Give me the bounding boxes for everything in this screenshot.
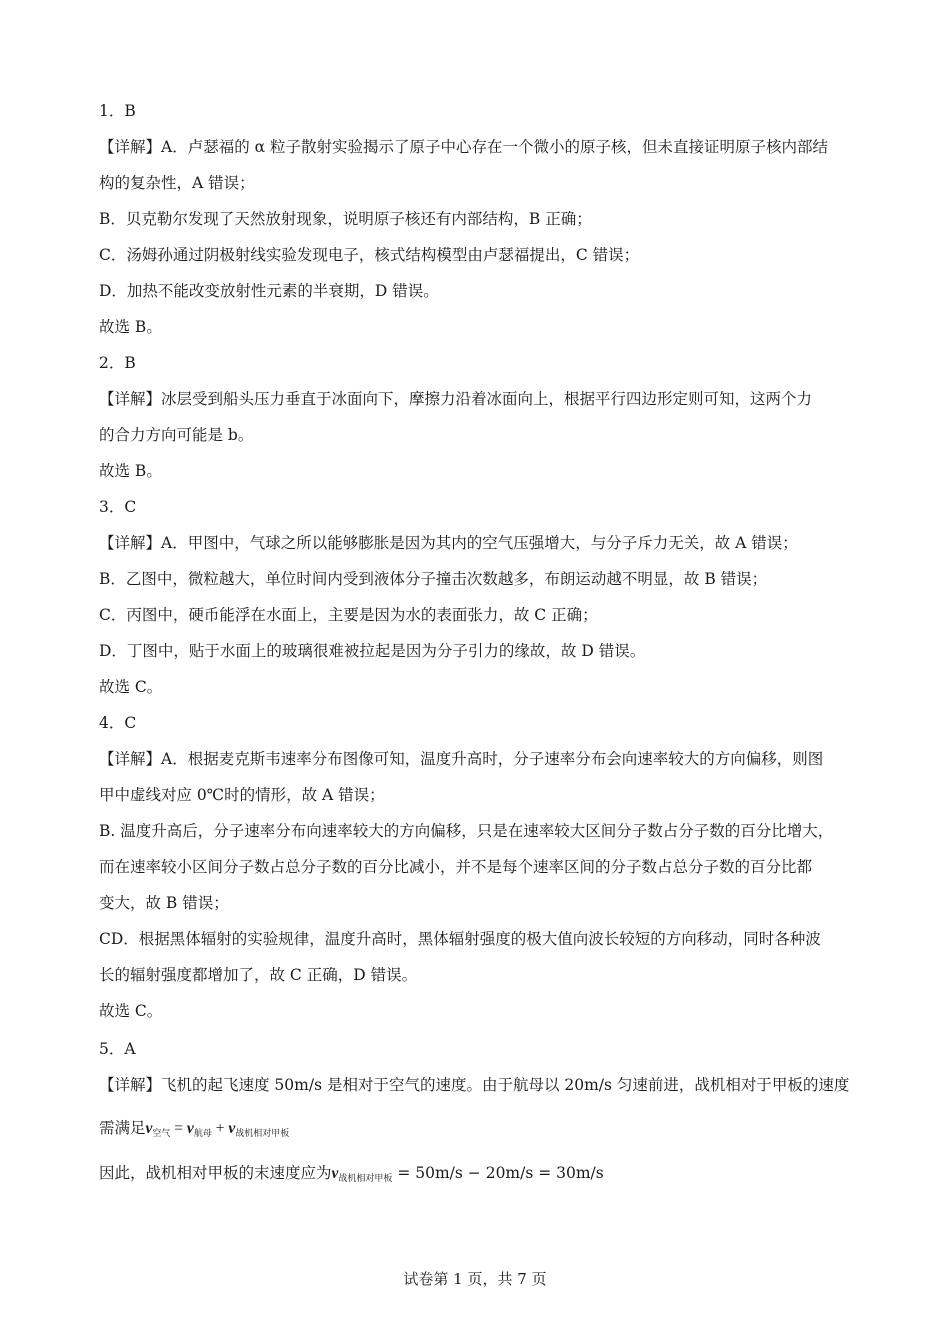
answer-2-explanation-line-1: 【详解】冰层受到船头压力垂直于冰面向下，摩擦力沿着冰面向上，根据平行四边形定则可知，这两个力 xyxy=(99,390,813,408)
answer-2-conclusion: 故选 B。 xyxy=(99,462,162,480)
answer-1-conclusion: 故选 B。 xyxy=(99,318,162,336)
equation-1-formula: $v_{空气} = v_{航母} + v_{战机相对甲板}$ xyxy=(145,1120,290,1138)
equation-1-prefix: 需满足 xyxy=(99,1119,146,1137)
answer-4-option-b-line-1: B. 温度升高后，分子速率分布向速率较大的方向偏移，只是在速率较大区间分子数占分子数的百分比增大， xyxy=(99,822,834,840)
answer-1-explanation-line-1: 【详解】A．卢瑟福的 α 粒子散射实验揭示了原子中心存在一个微小的原子核，但未直接证明原子核内部结 xyxy=(99,138,829,156)
answer-3-option-b: B．乙图中，微粒越大，单位时间内受到液体分子撞击次数越多，布朗运动越不明显，故 B 错误； xyxy=(99,570,768,588)
answer-3-option-d: D．丁图中，贴于水面上的玻璃很难被拉起是因为分子引力的缘故，故 D 错误。 xyxy=(99,642,646,660)
answer-4-option-b-line-2: 而在速率较小区间分子数占总分子数的百分比减小，并不是每个速率区间的分子数占总分子数的百分比都 xyxy=(99,858,813,876)
equation-2-prefix: 因此，战机相对甲板的末速度应为 xyxy=(99,1164,332,1182)
answer-1-option-b: B．贝克勒尔发现了天然放射现象，说明原子核还有内部结构，B 正确； xyxy=(99,210,592,228)
answer-5-heading: 5．A xyxy=(99,1040,136,1058)
page-footer: 试卷第 1 页，共 7 页 xyxy=(403,1270,547,1288)
answer-5-equation-2 xyxy=(99,1162,859,1189)
answer-3-option-c: C．丙图中，硬币能浮在水面上，主要是因为水的表面张力，故 C 正确； xyxy=(99,606,598,624)
answer-4-option-b-line-3: 变大，故 B 错误； xyxy=(99,894,229,912)
answer-4-option-cd-line-2: 长的辐射强度都增加了，故 C 正确，D 错误。 xyxy=(99,966,418,984)
answer-2-heading: 2．B xyxy=(99,354,136,372)
answer-1-heading: 1．B xyxy=(99,102,136,120)
answer-1-explanation-line-2: 构的复杂性，A 错误； xyxy=(99,174,255,192)
equation-2-result: = 50m/s − 20m/s = 30m/s xyxy=(392,1164,604,1182)
answer-4-option-cd-line-1: CD．根据黑体辐射的实验规律，温度升高时，黑体辐射强度的极大值向波长较短的方向移动，同时各种波 xyxy=(99,930,821,948)
answer-3-heading: 3．C xyxy=(99,498,137,516)
answer-4-heading: 4．C xyxy=(99,714,137,732)
answer-3-conclusion: 故选 C。 xyxy=(99,678,163,696)
answer-1-option-c: C．汤姆孙通过阴极射线实验发现电子，核式结构模型由卢瑟福提出，C 错误； xyxy=(99,246,640,264)
answer-4-conclusion: 故选 C。 xyxy=(99,1002,163,1020)
answer-4-option-a-line-2: 甲中虚线对应 0℃时的情形，故 A 错误； xyxy=(99,786,385,804)
answer-4-option-a-line-1: 【详解】A．根据麦克斯韦速率分布图像可知，温度升高时，分子速率分布会向速率较大的方向偏移，则图 xyxy=(99,750,824,768)
equation-2-formula: $v_{战机相对甲板}$ xyxy=(331,1165,393,1183)
answer-1-option-d: D．加热不能改变放射性元素的半衰期，D 错误。 xyxy=(99,282,439,300)
answer-5-equation-1 xyxy=(99,1117,859,1144)
answer-2-explanation-line-2: 的合力方向可能是 b。 xyxy=(99,426,254,444)
answer-3-option-a: 【详解】A．甲图中，气球之所以能够膨胀是因为其内的空气压强增大，与分子斥力无关，故 A 错误； xyxy=(99,534,798,552)
answer-5-explanation-line-1: 【详解】飞机的起飞速度 50m/s 是相对于空气的速度。由于航母以 20m/s 匀速前进，战机相对于甲板的速度 xyxy=(99,1076,850,1094)
